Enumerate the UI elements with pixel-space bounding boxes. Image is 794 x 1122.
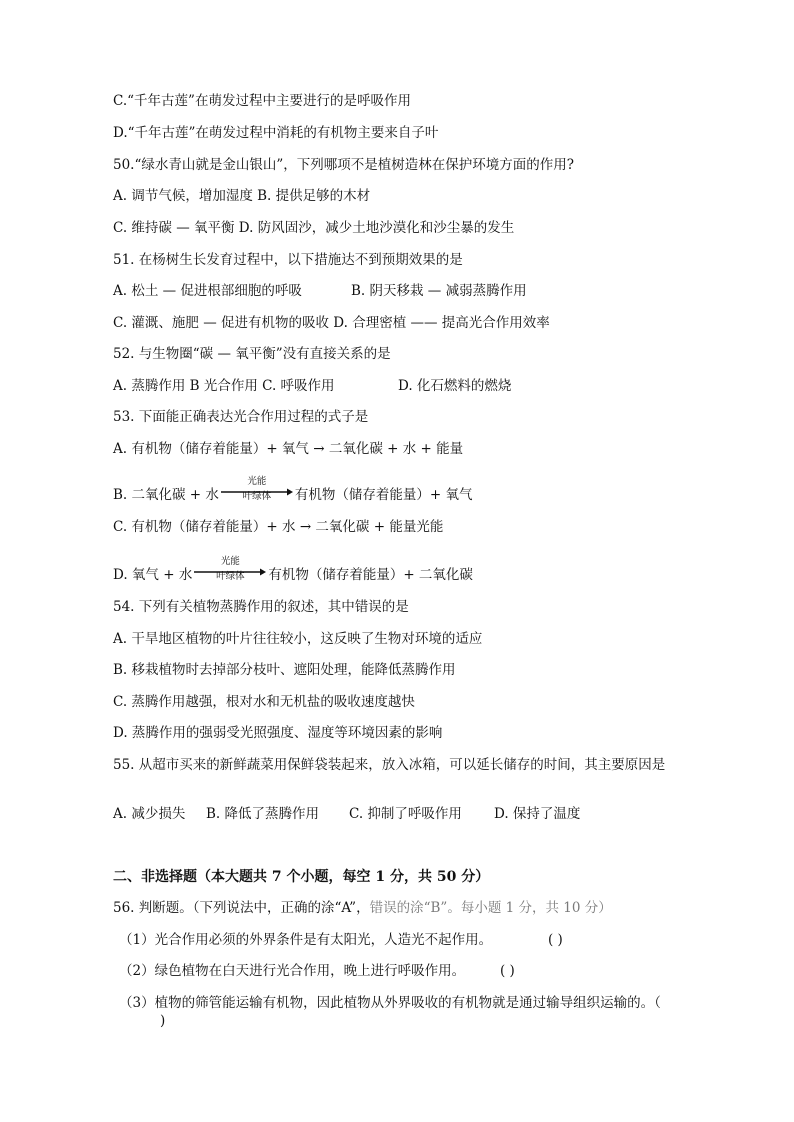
- arrow-label-light: 光能: [247, 475, 267, 487]
- option-52d: D. 化石燃料的燃烧: [398, 378, 512, 394]
- option-53d: [113, 555, 473, 585]
- option-54b: B. 移栽植物时去掉部分枝叶、遮阳处理，能降低蒸腾作用: [113, 662, 456, 678]
- question-50: 50.“绿水青山就是金山银山”，下列哪项不是植树造林在保护环境方面的作用?: [113, 157, 575, 173]
- reaction-arrow-icon: [194, 555, 266, 585]
- option-51b: B. 阴天移栽 — 减弱蒸腾作用: [351, 283, 527, 299]
- options-50ab: A. 调节气候，增加湿度 B. 提供足够的木材: [113, 188, 371, 204]
- option-55c: C. 抑制了呼吸作用: [349, 806, 462, 822]
- arrow-label-chloroplast: 叶绿体: [216, 570, 245, 582]
- question-55: 55. 从超市买来的新鲜蔬菜用保鲜袋装起来，放入冰箱，可以延长储存的时间，其主要原因是: [113, 757, 666, 773]
- option-55a: A. 减少损失: [113, 806, 186, 822]
- option-53b-reactants: B. 二氧化碳 + 水: [113, 487, 219, 503]
- option-53d-products: 有机物（储存着能量）+ 二氧化碳: [268, 567, 473, 583]
- option-49c: C.“千年古莲”在萌发过程中主要进行的是呼吸作用: [113, 93, 411, 109]
- option-55d: D. 保持了温度: [494, 806, 581, 822]
- question-53: 53. 下面能正确表达光合作用过程的式子是: [113, 409, 369, 425]
- reaction-arrow-icon: [221, 475, 293, 505]
- question-56-tail: 错误的涂“B”。每小题 1 分，共 10 分）: [369, 900, 612, 916]
- question-56-lead: 56. 判断题。（下列说法中，正确的涂“A”，: [113, 900, 370, 916]
- question-51: 51. 在杨树生长发育过程中，以下措施达不到预期效果的是: [113, 252, 463, 268]
- answer-blank-1[interactable]: ( ): [548, 932, 563, 948]
- options-50cd: C. 维持碳 — 氧平衡 D. 防风固沙，减少土地沙漠化和沙尘暴的发生: [113, 220, 515, 236]
- statement-56-3: （3）植物的筛管能运输有机物，因此植物从外界吸收的有机物就是通过输导组织运输的。（: [119, 995, 661, 1011]
- section-heading: 二、非选择题（本大题共 7 个小题，每空 1 分，共 50 分）: [113, 869, 490, 885]
- option-51a: A. 松土 — 促进根部细胞的呼吸: [113, 283, 302, 299]
- option-54d: D. 蒸腾作用的强弱受光照强度、湿度等环境因素的影响: [113, 725, 443, 741]
- options-52ac: A. 蒸腾作用 B 光合作用 C. 呼吸作用: [113, 378, 335, 394]
- arrow-label-light: 光能: [220, 555, 240, 567]
- option-53b-products: 有机物（储存着能量）+ 氧气: [294, 487, 473, 503]
- question-52: 52. 与生物圈“碳 — 氧平衡”没有直接关系的是: [113, 346, 391, 362]
- option-55b: B. 降低了蒸腾作用: [206, 806, 320, 822]
- answer-blank-3[interactable]: ): [160, 1013, 166, 1029]
- statement-56-1: （1）光合作用必须的外界条件是有太阳光，人造光不起作用。: [119, 932, 493, 948]
- option-54c: C. 蒸腾作用越强，根对水和无机盐的吸收速度越快: [113, 694, 415, 710]
- option-53d-reactants: D. 氧气 + 水: [113, 567, 193, 583]
- option-53a: A. 有机物（储存着能量）+ 氧气 → 二氧化碳 + 水 + 能量: [113, 441, 464, 457]
- option-49d: D.“千年古莲”在萌发过程中消耗的有机物主要来自子叶: [113, 125, 439, 141]
- option-53c: C. 有机物（储存着能量）+ 水 → 二氧化碳 + 能量光能: [113, 519, 444, 535]
- answer-blank-2[interactable]: ( ): [500, 963, 515, 979]
- arrow-label-chloroplast: 叶绿体: [242, 490, 272, 502]
- question-54: 54. 下列有关植物蒸腾作用的叙述，其中错误的是: [113, 599, 409, 615]
- options-51cd: C. 灌溉、施肥 — 促进有机物的吸收 D. 合理密植 —— 提高光合作用效率: [113, 315, 550, 331]
- option-54a: A. 干旱地区植物的叶片往往较小，这反映了生物对环境的适应: [113, 631, 483, 647]
- question-56: [113, 899, 612, 917]
- option-53b: [113, 475, 473, 505]
- statement-56-2: （2）绿色植物在白天进行光合作用，晚上进行呼吸作用。: [119, 963, 466, 979]
